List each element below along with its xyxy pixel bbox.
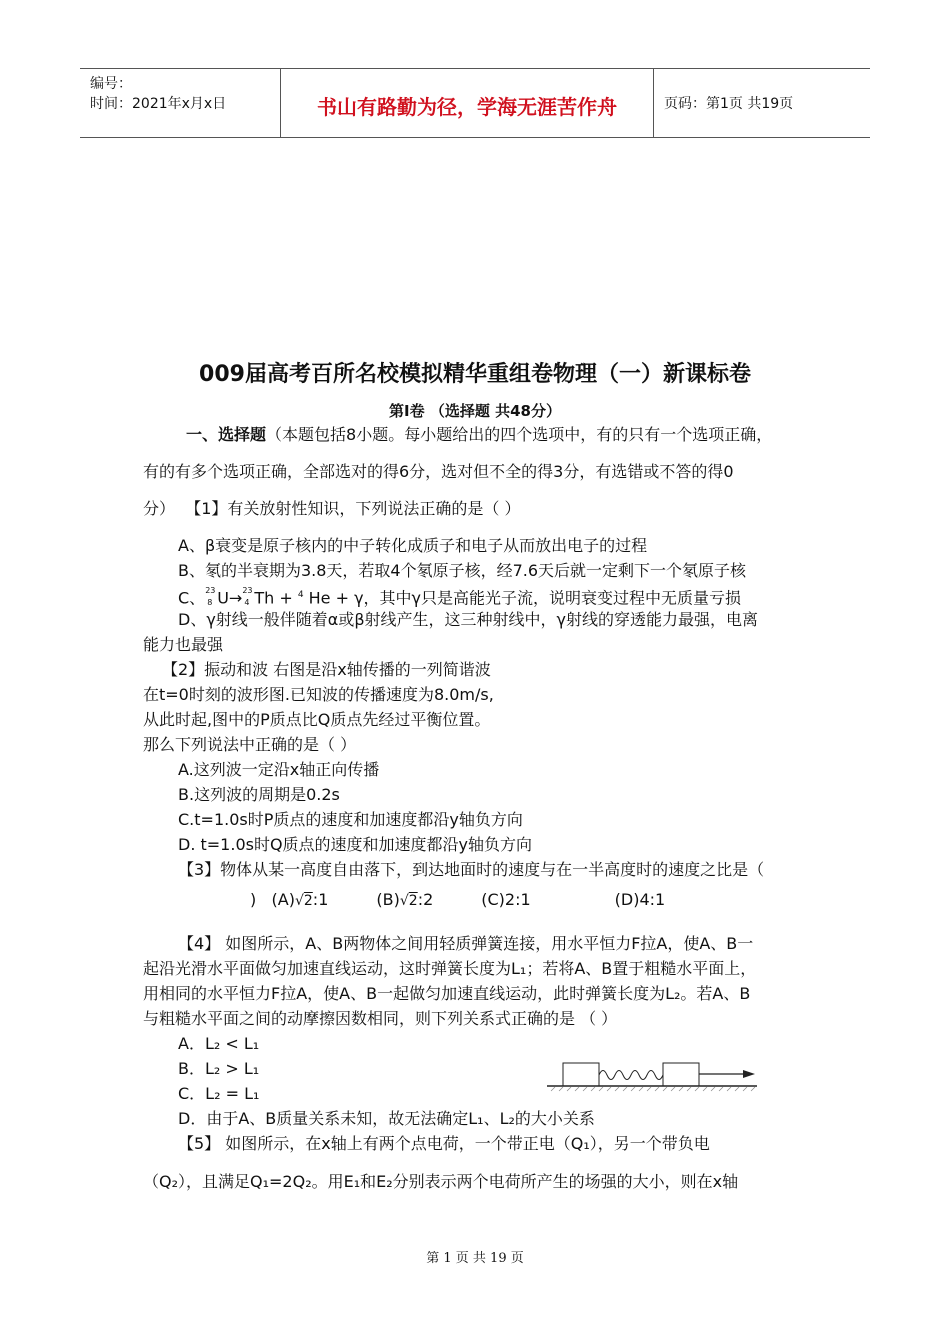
q1-th-charge: 4	[244, 598, 250, 608]
motto: 书山有路勤为径，学海无涯苦作舟	[317, 95, 617, 119]
q4-option-a: A．L₂ < L₁	[178, 1034, 260, 1053]
q3-option-a-ratio: :1	[312, 890, 329, 909]
q1-th-mass: 23	[242, 586, 253, 596]
q2-option-c: C.t=1.0s时P质点的速度和加速度都沿y轴负方向	[178, 810, 523, 829]
header-meta-cell	[80, 69, 281, 137]
q1-he-mass: 4	[297, 590, 304, 600]
q4-option-b: B．L₂ > L₁	[178, 1059, 260, 1078]
page-header	[80, 68, 870, 138]
document-title: 009届高考百所名校模拟精华重组卷物理（一）新课标卷	[199, 362, 751, 387]
page-footer: 第 1 页 共 19 页	[426, 1251, 524, 1266]
q1-option-b: B、氡的半衰期为3.8天，若取4个氡原子核，经7.6天后就一定剩下一个氡原子核	[178, 561, 747, 580]
q3-stem: 【3】物体从某一高度自由落下，到达地面时的速度与在一半高度时的速度之比是（	[178, 860, 765, 879]
q1-option-c-prefix: C、	[178, 588, 206, 608]
q1-u-isotope	[205, 586, 217, 608]
sqrt-icon: √	[294, 893, 304, 909]
q4-line2: 起沿光滑水平面做匀加速直线运动，这时弹簧长度为L₁；若将A、B置于粗糙水平面上，	[143, 959, 757, 978]
section-intro-end: 分）	[143, 499, 176, 518]
q3-option-d: (D)4:1	[614, 890, 666, 909]
q3-options	[250, 890, 665, 911]
number-label: 编号：	[90, 76, 132, 92]
arrow-head-icon	[743, 1070, 755, 1078]
q3-close-paren: )	[250, 890, 257, 909]
section-intro-line1	[186, 425, 772, 445]
q4-option-d: D．由于A、B质量关系未知，故无法确定L₁、L₂的大小关系	[178, 1109, 595, 1128]
sqrt-icon: √	[399, 893, 409, 909]
header-motto-cell	[281, 69, 654, 137]
q2-line1: 【2】振动和波 右图是沿x轴传播的一列简谐波	[162, 660, 491, 679]
ground-hatching	[551, 1087, 755, 1091]
q5-line2: （Q₂），且满足Q₁=2Q₂。用E₁和E₂分别表示两个电荷所产生的场强的大小，则在x轴	[143, 1172, 739, 1191]
q1-u-text: U→	[217, 588, 243, 608]
q3-option-b-label: (B)	[376, 890, 400, 909]
q5-line1: 【5】 如图所示，在x轴上有两个点电荷，一个带正电（Q₁），另一个带负电	[178, 1134, 710, 1153]
q4-option-c: C．L₂ = L₁	[178, 1084, 260, 1103]
page-label: 页码：第1页 共19页	[664, 96, 794, 112]
q1-option-c	[178, 585, 741, 608]
q2-option-b: B.这列波的周期是0.2s	[178, 785, 340, 804]
q1-th-isotope	[242, 586, 254, 608]
q1-u-charge: 8	[207, 598, 213, 608]
q1-he-text: He + γ，其中γ只是高能光子流，说明衰变过程中无质量亏损	[303, 588, 742, 608]
section-intro-line2: 有的有多个选项正确，全部选对的得6分，选对但不全的得3分，有选错或不答的得0	[143, 462, 734, 481]
block-b	[563, 1063, 599, 1086]
section-subtitle: 第Ⅰ卷 （选择题 共48分）	[389, 402, 561, 420]
block-a	[663, 1063, 699, 1086]
q2-line2: 在t=0时刻的波形图.已知波的传播速度为8.0m/s,	[143, 685, 494, 704]
q4-line1: 【4】 如图所示，A、B两物体之间用轻质弹簧连接，用水平恒力F拉A，使A、B一	[178, 934, 754, 953]
q3-option-c: (C)2:1	[481, 890, 531, 909]
q2-line3: 从此时起,图中的P质点比Q质点先经过平衡位置。	[143, 710, 491, 729]
q2-line4: 那么下列说法中正确的是（ ）	[143, 735, 357, 754]
q3-option-b-ratio: :2	[417, 890, 434, 909]
section-heading: 一、选择题	[186, 425, 267, 444]
date-label: 时间：2021年x月x日	[90, 96, 227, 112]
q3-option-b-sqrt: 2	[408, 893, 418, 909]
section-intro-line3	[143, 499, 520, 519]
q3-option-a-label: (A)	[271, 890, 295, 909]
q1-stem: 【1】有关放射性知识，下列说法正确的是（ ）	[185, 499, 521, 518]
q1-option-d-line1: D、γ射线一般伴随着α或β射线产生，这三种射线中，γ射线的穿透能力最强，电离	[178, 610, 759, 629]
q2-option-d: D. t=1.0s时Q质点的速度和加速度都沿y轴负方向	[178, 835, 533, 854]
q3-option-a-sqrt: 2	[303, 893, 313, 909]
q1-option-a: A、β衰变是原子核内的中子转化成质子和电子从而放出电子的过程	[178, 536, 648, 555]
section-intro-text: （本题包括8小题。每小题给出的四个选项中，有的只有一个选项正确，	[266, 425, 773, 444]
q4-line3: 用相同的水平恒力F拉A，使A、B一起做匀加速直线运动，此时弹簧长度为L₂。若A、B	[143, 984, 751, 1003]
q1-th-text: Th +	[254, 588, 298, 608]
q2-option-a: A.这列波一定沿x轴正向传播	[178, 760, 380, 779]
q1-u-mass: 23	[205, 586, 216, 596]
q4-line4: 与粗糙水平面之间的动摩擦因数相同，则下列关系式正确的是 （ ）	[143, 1009, 618, 1028]
q1-option-d-line2: 能力也最强	[143, 635, 224, 654]
header-page-cell	[654, 69, 870, 137]
spring-blocks-figure	[545, 1055, 760, 1100]
